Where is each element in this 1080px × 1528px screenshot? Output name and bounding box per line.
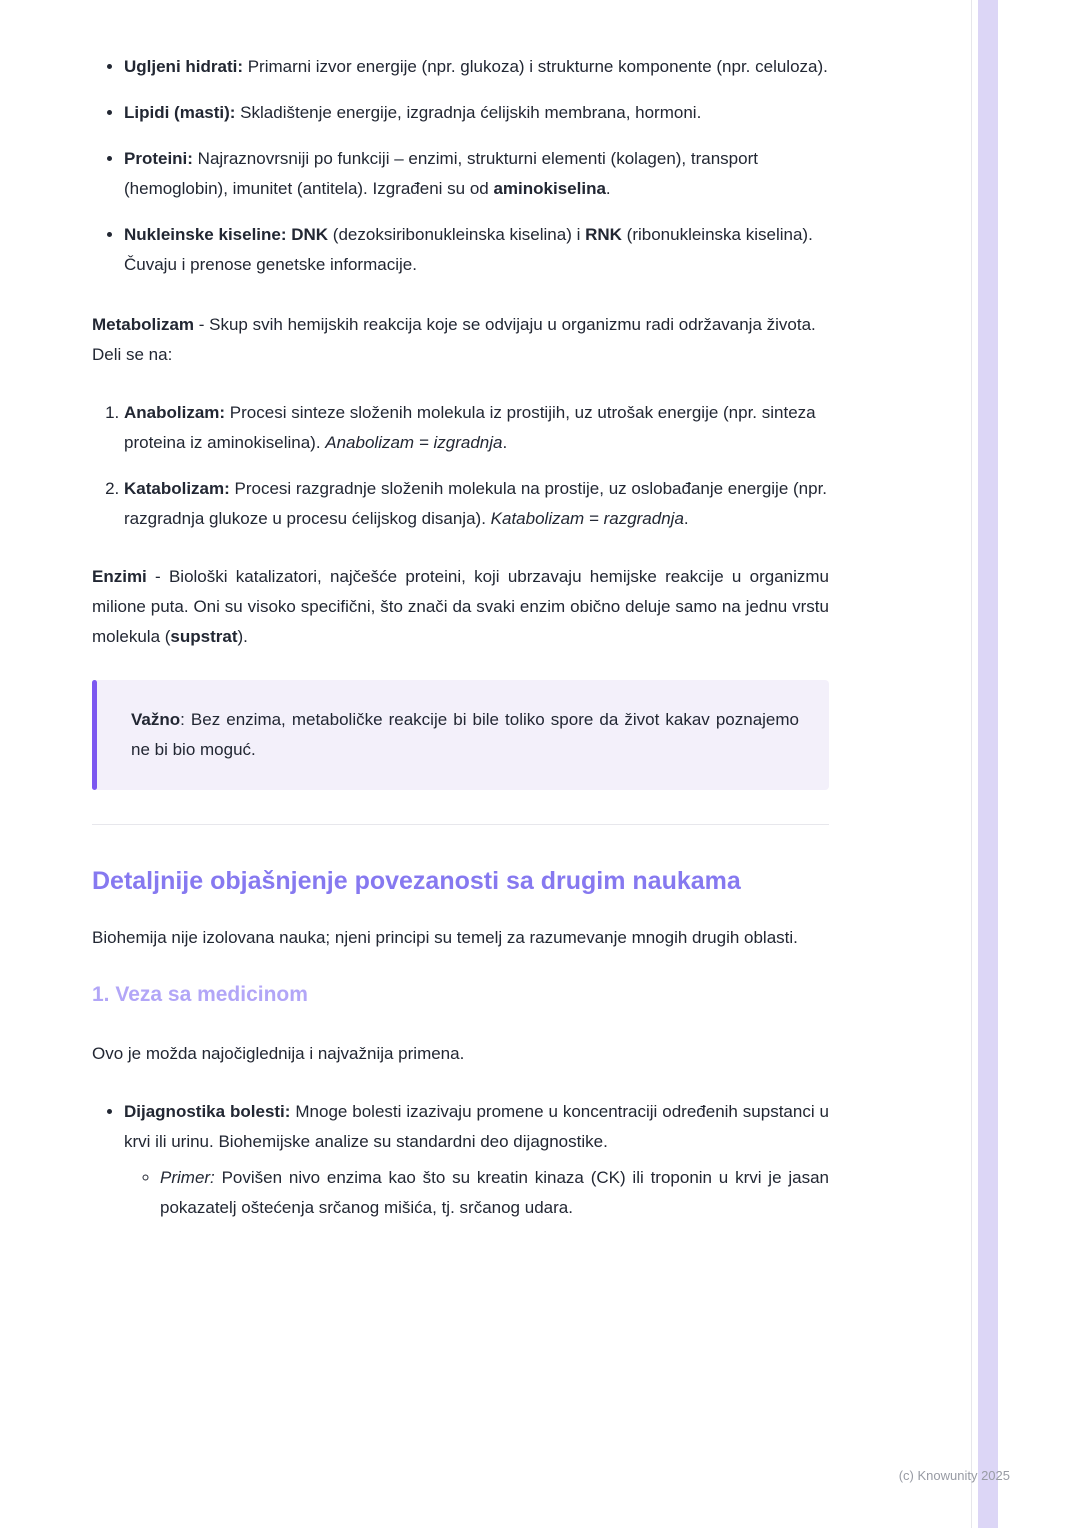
section-heading: Detaljnije objašnjenje povezanosti sa drugim naukama	[92, 867, 741, 895]
list-item: • Nukleinske kiseline: DNK (dezoksiribonukleinska kiselina) i RNK (ribonukleinska kiselina). Čuvaju i prenose genetske informacije.	[124, 220, 829, 280]
list-item	[124, 1097, 829, 1223]
example-sublist	[124, 1163, 829, 1223]
macromolecules-list	[92, 52, 829, 280]
paragraph-enzimi: Enzimi - Biološki katalizatori, najčešće proteini, koji ubrzavaju hemijske reakcije u organizmu milione puta. Oni su visoko specifični, što znači da svaki enzim obično deluje samo na jednu vrstu molekula (supstrat).	[92, 567, 829, 646]
list-item-text: • Dijagnostika bolesti: Mnoge bolesti izazivaju promene u koncentraciji određenih supstanci u krvi ili urinu. Biohemijske analize su standardni deo dijagnostike.	[124, 1102, 829, 1151]
metabolism-types-list	[92, 398, 829, 534]
list-item: 1. Anabolizam: Procesi sinteze složenih molekula iz prostijih, uz utrošak energije (npr. sinteza proteina iz aminokiselina). Anabolizam = izgradnja.	[124, 398, 829, 458]
page-edge-line	[971, 0, 972, 1528]
sub-list-item: ◦ Primer: Povišen nivo enzima kao što su kreatin kinaza (CK) ili troponin u krvi je jasan pokazatelj oštećenja srčanog mišića, tj. srčanog udara.	[160, 1163, 829, 1223]
document-body	[92, 52, 829, 1253]
medicine-list	[92, 1097, 829, 1223]
copyright-watermark: (c) Knowunity 2025	[898, 1468, 1010, 1483]
paragraph-metabolizam: Metabolizam - Skup svih hemijskih reakcija koje se odvijaju u organizmu radi održavanja života. Deli se na:	[92, 315, 816, 364]
section-divider	[92, 824, 829, 825]
list-item: • Ugljeni hidrati: Primarni izvor energije (npr. glukoza) i strukturne komponente (npr. celuloza).	[124, 52, 829, 82]
important-callout	[92, 680, 829, 790]
list-item: • Proteini: Najraznovrsniji po funkciji – enzimi, strukturni elementi (kolagen), transport (hemoglobin), imunitet (antitela). Izgrađeni su od aminokiselina.	[124, 144, 829, 204]
paragraph-section-intro: Biohemija nije izolovana nauka; njeni principi su temelj za razumevanje mnogih drugih oblasti.	[92, 928, 798, 947]
callout-accent-bar	[92, 680, 97, 790]
callout-text: Važno: Bez enzima, metaboličke reakcije bi bile toliko spore da život kakav poznajemo ne bi bio moguć.	[131, 710, 799, 759]
list-item: • Lipidi (masti): Skladištenje energije, izgradnja ćelijskih membrana, hormoni.	[124, 98, 829, 128]
list-item: 2. Katabolizam: Procesi razgradnje složenih molekula na prostije, uz oslobađanje energije (npr. razgradnja glukoze u procesu ćelijskog disanja). Katabolizam = razgradnja.	[124, 474, 829, 534]
subsection-heading: 1. Veza sa medicinom	[92, 983, 308, 1006]
scrollbar[interactable]	[978, 0, 998, 1528]
paragraph-section-lead: Ovo je možda najočiglednija i najvažnija primena.	[92, 1044, 465, 1063]
